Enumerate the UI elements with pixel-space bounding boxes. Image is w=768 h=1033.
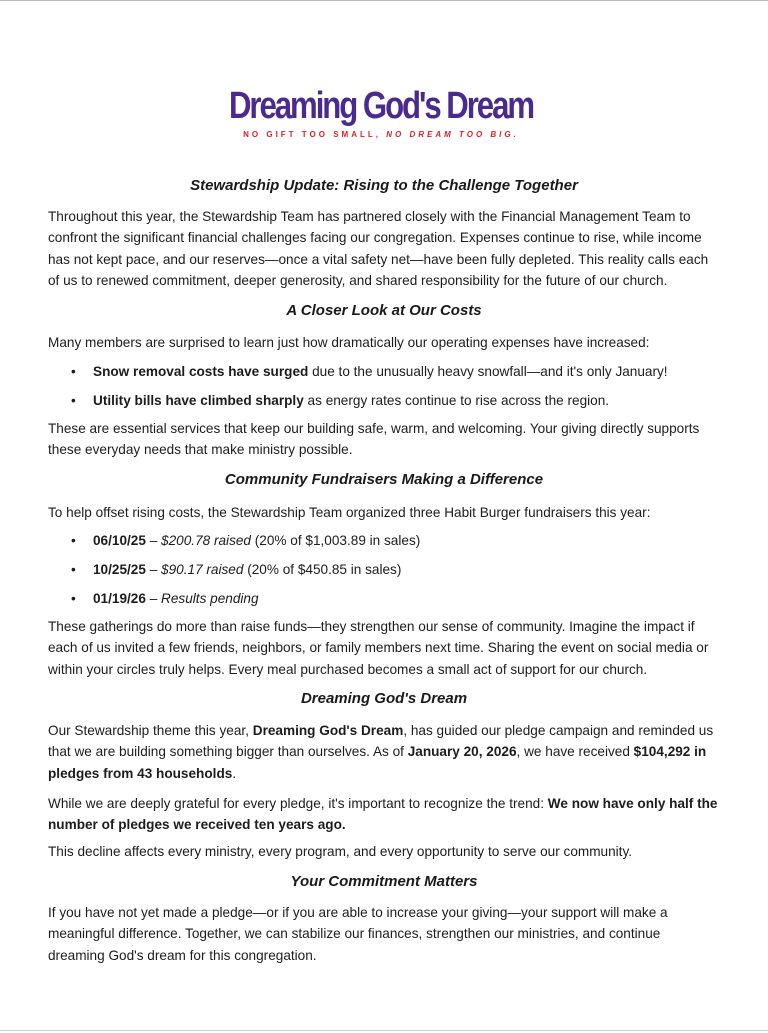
bold-text: Dreaming God's Dream	[252, 723, 404, 738]
date: 01/19/26	[93, 591, 146, 606]
bold-text: We now have only half the number of pledges we received ten years ago.	[48, 796, 718, 833]
list-item-utility: • Utility bills have climbed sharply as energy rates continue to rise across the region.	[71, 393, 610, 408]
list-item-snow: • Snow removal costs have surged due to the unusually heavy snowfall—and it's only January!	[71, 364, 668, 379]
sep: –	[145, 591, 162, 606]
text: While we are deeply grateful for every pledge, it's important to recognize the trend:	[48, 796, 548, 811]
heading-dreaming: Dreaming God's Dream	[300, 690, 468, 707]
paragraph-trend	[48, 793, 720, 836]
bold-text: Snow removal costs have surged	[93, 364, 309, 379]
raised: $90.17 raised	[161, 562, 244, 577]
raised: $200.78 raised	[161, 533, 251, 548]
heading-stewardship-update: Stewardship Update: Rising to the Challenge Together	[190, 177, 578, 194]
paragraph-essential: These are essential services that keep our building safe, warm, and welcoming. Your giving directly supports these everyday needs that make ministry possible.	[48, 421, 700, 458]
bold-date: January 20, 2026	[407, 744, 517, 760]
paragraph-theme	[48, 720, 720, 784]
list-item-fundraiser: • 06/10/25 – $200.78 raised (20% of $1,003.89 in sales)	[71, 533, 421, 548]
note: (20% of $450.85 in sales)	[243, 562, 402, 577]
tagline-part-2: NO DREAM TOO BIG.	[386, 130, 519, 139]
heading-commitment: Your Commitment Matters	[290, 873, 478, 890]
scan-edge	[0, 0, 768, 1]
text: as energy rates continue to rise across the region.	[303, 393, 610, 408]
date: 06/10/25	[93, 533, 146, 548]
list-item-fundraiser: • 01/19/26 – Results pending	[71, 591, 259, 606]
bold-text: Utility bills have climbed sharply	[93, 393, 304, 408]
sep: –	[145, 533, 162, 548]
text: due to the unusually heavy snowfall—and it's only January!	[308, 364, 668, 379]
paragraph-intro: Throughout this year, the Stewardship Team has partnered closely with the Financial Management Team to confront the significant financial challenges facing our congregation. Expenses continue to rise, while income has not kept pace, and our reserves—once a vital safety net—have been fully depleted. This reality calls each of us to renewed commitment, deeper generosity, and shared responsibility for the future of our church.	[48, 209, 709, 288]
date: 10/25/25	[93, 562, 146, 577]
bold-pledges: $104,292 in pledges from 43 households	[48, 744, 707, 781]
logo-tagline	[231, 130, 531, 139]
sep: –	[145, 562, 162, 577]
note: (20% of $1,003.89 in sales)	[251, 533, 421, 548]
text: .	[232, 765, 237, 781]
heading-fundraisers: Community Fundraisers Making a Difference	[224, 471, 544, 488]
paragraph-decline: This decline affects every ministry, every program, and every opportunity to serve our community.	[48, 844, 633, 859]
logo	[228, 84, 534, 139]
scan-edge	[0, 1030, 768, 1031]
paragraph-fundraisers: To help offset rising costs, the Stewardship Team organized three Habit Burger fundraisers this year:	[48, 505, 651, 520]
paragraph-gatherings: These gatherings do more than raise funds—they strengthen our sense of community. Imagine the impact if each of us invited a few friends, neighbors, or family members next time. Sharing the event on social media or within your circles truly helps. Every meal purchased becomes a small act of support for our church.	[48, 619, 709, 677]
raised: Results pending	[161, 591, 259, 606]
list-item-fundraiser: • 10/25/25 – $90.17 raised (20% of $450.85 in sales)	[71, 562, 402, 577]
text: Our Stewardship theme this year,	[48, 723, 253, 738]
paragraph-commitment: If you have not yet made a pledge—or if you are able to increase your giving—your support will make a meaningful difference. Together, we can stabilize our finances, strengthen our ministries, and continue dreaming God's dream for this congregation.	[48, 905, 668, 963]
logo-title: Dreaming God's Dream	[228, 85, 534, 127]
heading-costs: A Closer Look at Our Costs	[286, 302, 482, 319]
text: , we have received	[516, 744, 634, 760]
tagline-part-1: NO GIFT TOO SMALL,	[243, 130, 381, 139]
text: , has guided our pledge campaign and reminded us that we are building something bigger than ourselves. As of	[48, 723, 714, 760]
paragraph-costs: Many members are surprised to learn just how dramatically our operating expenses have increased:	[48, 335, 650, 350]
